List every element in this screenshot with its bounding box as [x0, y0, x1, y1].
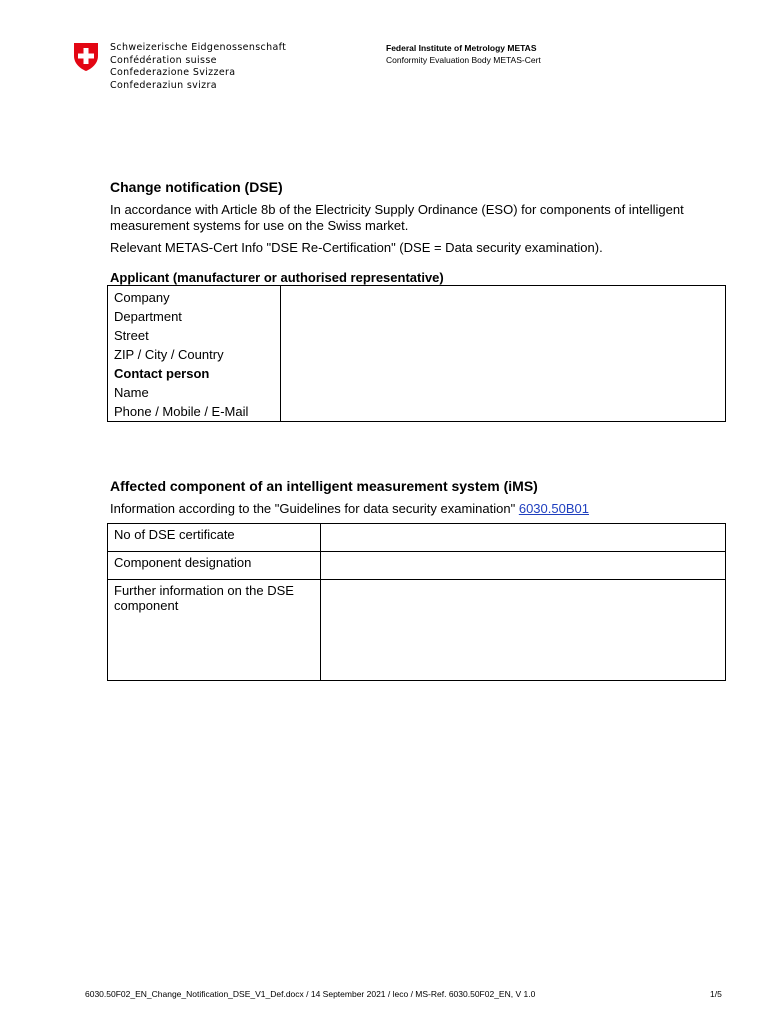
component-designation-input[interactable]: [321, 552, 726, 580]
table-row: [108, 580, 726, 681]
component-table: [107, 523, 726, 681]
row-label-component-designation: Component designation: [108, 552, 321, 580]
field-label-department: Department: [114, 309, 182, 324]
contact-person-heading: Contact person: [114, 366, 210, 381]
row-label-further-information: Further information on the DSE component: [108, 580, 321, 681]
reference-paragraph: Relevant METAS-Cert Info "DSE Re-Certification" (DSE = Data security examination).: [110, 240, 603, 255]
applicant-heading: Applicant (manufacturer or authorised representative): [110, 270, 444, 285]
applicant-input-area[interactable]: [281, 286, 726, 422]
guidelines-link[interactable]: 6030.50B01: [518, 501, 589, 516]
confederation-line-it: Confederazione Svizzera: [110, 67, 236, 78]
section-title-change-notification: Change notification (DSE): [110, 179, 283, 195]
applicant-table: [107, 285, 726, 422]
further-information-input[interactable]: [321, 580, 726, 681]
table-row: [108, 524, 726, 552]
field-label-company: Company: [114, 290, 170, 305]
row-label-dse-certificate: No of DSE certificate: [108, 524, 321, 552]
field-label-name: Name: [114, 385, 149, 400]
applicant-labels: [108, 286, 281, 422]
institute-block: [386, 42, 541, 66]
confederation-line-fr: Confédération suisse: [110, 54, 217, 66]
guidelines-text: Information according to the "Guidelines for data security examination": [110, 501, 519, 516]
field-label-phone-email: Phone / Mobile / E-Mail: [114, 404, 249, 419]
confederation-line-de: Schweizerische Eidgenossenschaft: [110, 42, 287, 53]
field-label-zip-city-country: ZIP / City / Country: [114, 347, 224, 362]
confederation-name: [110, 42, 286, 92]
institute-name: Federal Institute of Metrology METAS: [386, 43, 537, 53]
intro-paragraph: In accordance with Article 8b of the Electricity Supply Ordinance (ESO) for components of intelligent measurement systems for use on the Swiss market.: [110, 202, 684, 233]
body-name: Conformity Evaluation Body METAS-Cert: [386, 55, 541, 65]
confederation-line-rm: Confederaziun svizra: [110, 79, 217, 91]
footer-page-number: 1/5: [710, 989, 722, 999]
dse-certificate-input[interactable]: [321, 524, 726, 552]
section-title-affected-component: Affected component of an intelligent measurement system (iMS): [110, 478, 538, 494]
guidelines-info: [110, 501, 589, 517]
footer-doc-reference: 6030.50F02_EN_Change_Notification_DSE_V1_Def.docx / 14 September 2021 / leco / MS-Ref. 6030.50F02_EN, V 1.0: [85, 989, 536, 999]
swiss-crest-icon: [73, 42, 99, 72]
table-row: [108, 552, 726, 580]
field-label-street: Street: [114, 328, 149, 343]
